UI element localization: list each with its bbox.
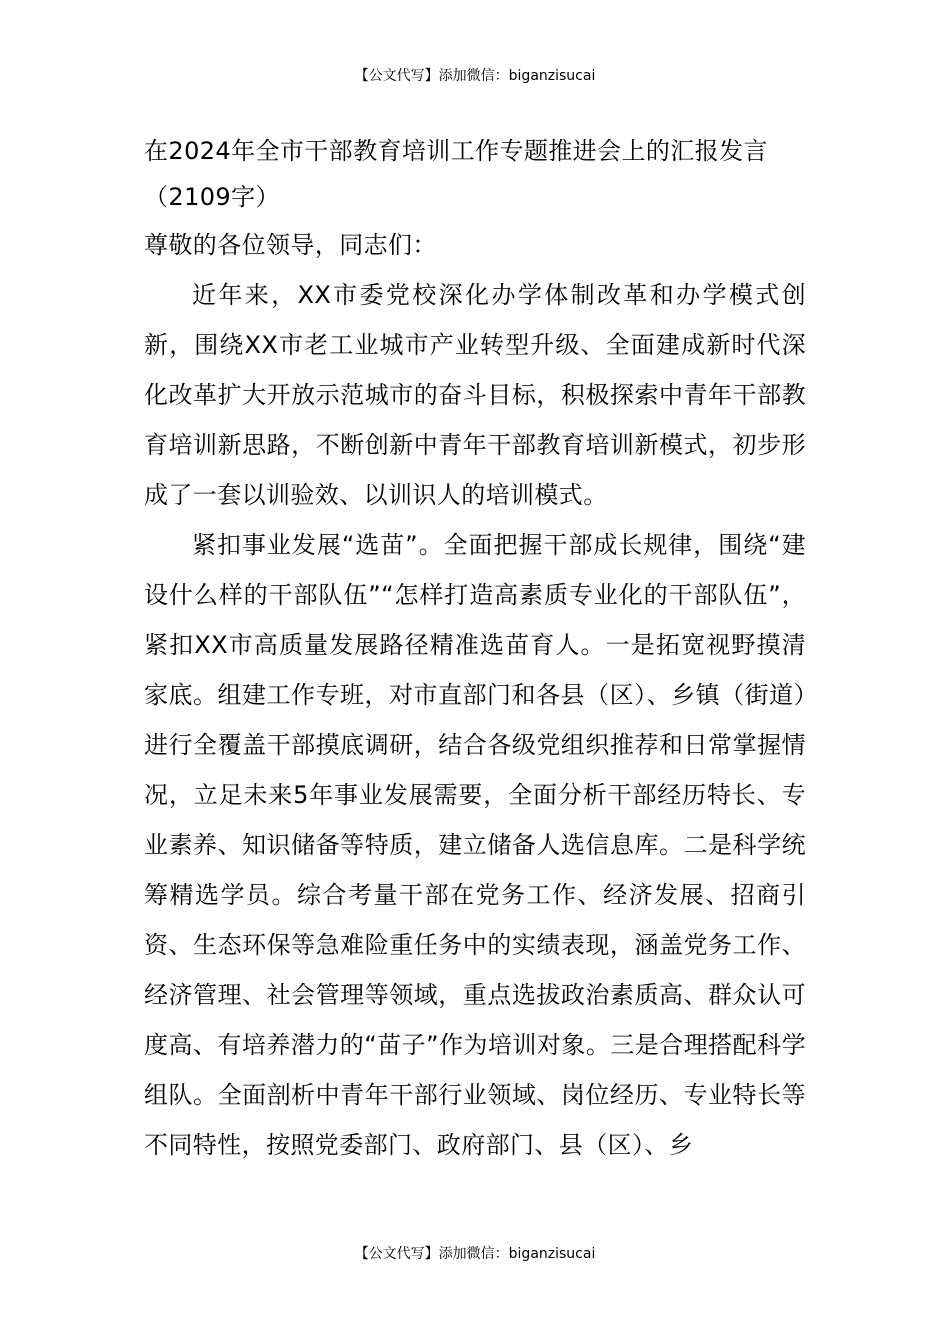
footer-note: 【公文代写】添加微信：biganzisucai <box>354 1246 596 1262</box>
header-note: 【公文代写】添加微信：biganzisucai <box>354 68 596 84</box>
salutation: 尊敬的各位领导，同志们： <box>144 231 437 259</box>
document-body <box>144 128 806 1170</box>
document-title: 在2024年全市干部教育培训工作专题推进会上的汇报发言（2109字） <box>144 137 768 211</box>
paragraph-select-seedlings: 紧扣事业发展“选苗”。全面把握干部成长规律，围绕“建设什么样的干部队伍”“怎样打造高素质专业化的干部队伍”，紧扣XX市高质量发展路径精准选苗育人。一是拓宽视野摸清家底。组建工作专班，对市直部门和各县（区）、乡镇（街道）进行全覆盖干部摸底调研，结合各级党组织推荐和日常掌握情况，立足未来5年事业发展需要，全面分析干部经历特长、专业素养、知识储备等特质，建立储备人选信息库。二是科学统筹精选学员。综合考量干部在党务工作、经济发展、招商引资、生态环保等急难险重任务中的实绩表现，涵盖党务工作、经济管理、社会管理等领域，重点选拔政治素质高、群众认可度高、有培养潜力的“苗子”作为培训对象。三是合理搭配科学组队。全面剖析中青年干部行业领域、岗位经历、专业特长等不同特性，按照党委部门、政府部门、县（区）、乡 <box>144 531 806 1159</box>
paragraph-intro: 近年来，XX市委党校深化办学体制改革和办学模式创新，围绕XX市老工业城市产业转型升级、全面建成新时代深化改革扩大开放示范城市的奋斗目标，积极探索中青年干部教育培训新思路，不断创新中青年干部教育培训新模式，初步形成了一套以训验效、以训识人的培训模式。 <box>144 281 806 509</box>
